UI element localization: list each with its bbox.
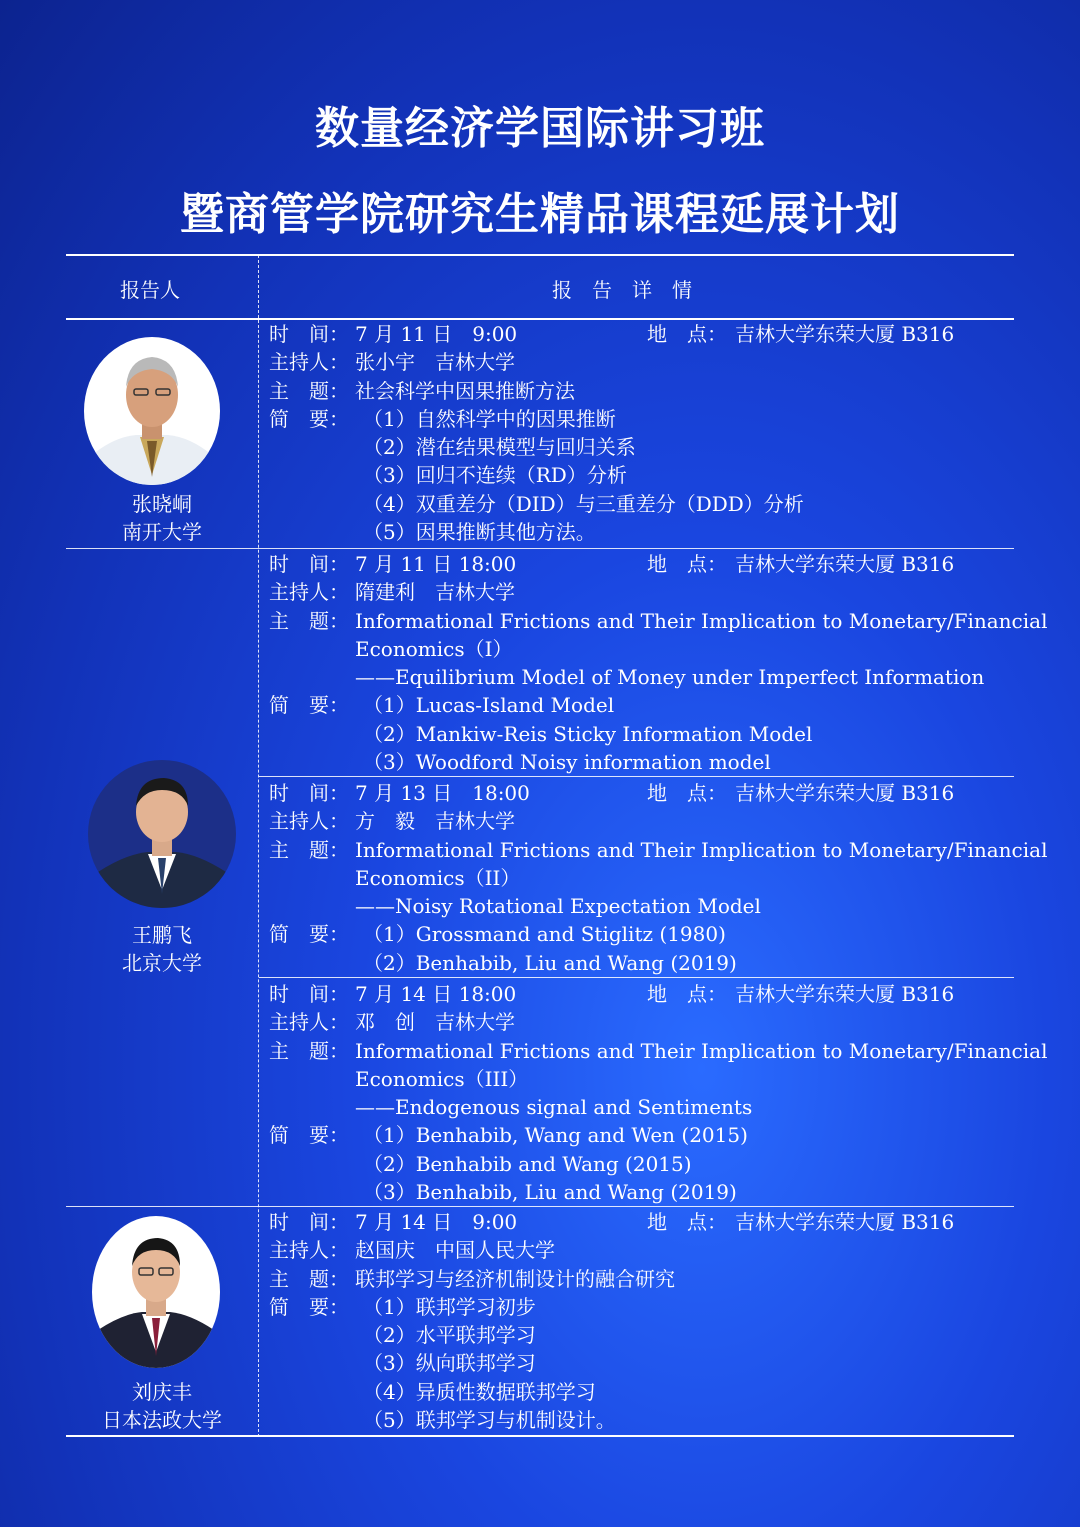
host-value: 赵国庆 中国人民大学 (355, 1238, 555, 1262)
summary-item: （5）联邦学习与机制设计。 (363, 1408, 616, 1432)
summary-item: （5）因果推断其他方法。 (363, 520, 596, 544)
topic-subtitle: ——Equilibrium Model of Money under Imperfect Information (355, 665, 985, 689)
session-divider-3 (259, 977, 1014, 978)
place-value: 吉林大学东荣大厦 B316 (735, 1210, 955, 1234)
time-label: 时 间： (269, 1210, 349, 1234)
host-value: 隋建利 吉林大学 (355, 580, 515, 604)
table-bottom-rule (66, 1435, 1014, 1437)
topic-text: Economics（II） (355, 866, 521, 890)
topic-text: Economics（III） (355, 1067, 529, 1091)
time-value: 7 月 13 日 18:00 (355, 781, 530, 805)
time-label: 时 间： (269, 982, 349, 1006)
place-label: 地 点： (647, 781, 727, 805)
row-divider-1 (66, 548, 1014, 549)
place-label: 地 点： (647, 1210, 727, 1234)
topic-subtitle: ——Endogenous signal and Sentiments (355, 1095, 753, 1119)
time-value: 7 月 14 日 9:00 (355, 1210, 518, 1234)
summary-item: （1）Grossmand and Stiglitz (1980) (363, 922, 726, 946)
speaker-photo-3 (92, 1216, 220, 1368)
speaker-name: 张晓峒 (132, 492, 192, 516)
summary-label: 简 要： (269, 1295, 349, 1319)
table-top-rule (66, 254, 1014, 256)
host-label: 主持人： (269, 1010, 349, 1034)
topic-label: 主 题： (269, 838, 349, 862)
speaker-2 (66, 921, 258, 977)
summary-item: （2）Benhabib, Liu and Wang (2019) (363, 951, 737, 975)
summary-item: （1）联邦学习初步 (363, 1295, 536, 1319)
summary-label: 简 要： (269, 693, 349, 717)
summary-label: 简 要： (269, 407, 349, 431)
place-value: 吉林大学东荣大厦 B316 (735, 552, 955, 576)
place-value: 吉林大学东荣大厦 B316 (735, 982, 955, 1006)
speaker-photo-2 (88, 760, 236, 908)
topic-text: Informational Frictions and Their Implication to Monetary/Financial (355, 609, 1048, 633)
title-line-2: 暨商管学院研究生精品课程延展计划 (180, 189, 900, 240)
topic-text: 社会科学中因果推断方法 (355, 379, 575, 403)
summary-item: （3）回归不连续（RD）分析 (363, 463, 627, 487)
time-value: 7 月 11 日 9:00 (355, 322, 518, 346)
host-value: 张小宇 吉林大学 (355, 350, 515, 374)
host-label: 主持人： (269, 1238, 349, 1262)
summary-item: （2）潜在结果模型与回归关系 (363, 435, 636, 459)
row-divider-2 (66, 1206, 1014, 1207)
host-value: 邓 创 吉林大学 (355, 1010, 515, 1034)
place-label: 地 点： (647, 982, 727, 1006)
summary-item: （4）双重差分（DID）与三重差分（DDD）分析 (363, 492, 804, 516)
time-label: 时 间： (269, 781, 349, 805)
summary-label: 简 要： (269, 1123, 349, 1147)
speaker-1 (66, 490, 258, 546)
summary-item: （4）异质性数据联邦学习 (363, 1380, 596, 1404)
summary-item: （1）Lucas-Island Model (363, 693, 615, 717)
host-label: 主持人： (269, 350, 349, 374)
topic-label: 主 题： (269, 379, 349, 403)
topic-text: Informational Frictions and Their Implication to Monetary/Financial (355, 838, 1048, 862)
summary-item: （3）纵向联邦学习 (363, 1351, 536, 1375)
speaker-name: 刘庆丰 (132, 1380, 192, 1404)
title-line-1: 数量经济学国际讲习班 (315, 103, 765, 154)
summary-item: （1）自然科学中的因果推断 (363, 407, 616, 431)
place-value: 吉林大学东荣大厦 B316 (735, 322, 955, 346)
summary-item: （3）Benhabib, Liu and Wang (2019) (363, 1180, 737, 1204)
header-speaker: 报告人 (120, 278, 180, 302)
topic-subtitle: ——Noisy Rotational Expectation Model (355, 894, 761, 918)
session-divider-2 (259, 776, 1014, 777)
place-value: 吉林大学东荣大厦 B316 (735, 781, 955, 805)
summary-item: （2）Benhabib and Wang (2015) (363, 1152, 692, 1176)
topic-label: 主 题： (269, 1267, 349, 1291)
speaker-3 (66, 1378, 258, 1434)
host-value: 方 毅 吉林大学 (355, 809, 515, 833)
time-label: 时 间： (269, 552, 349, 576)
summary-item: （2）Mankiw-Reis Sticky Information Model (363, 722, 813, 746)
place-label: 地 点： (647, 552, 727, 576)
summary-item: （1）Benhabib, Wang and Wen (2015) (363, 1123, 748, 1147)
summary-item: （2）水平联邦学习 (363, 1323, 536, 1347)
topic-text: 联邦学习与经济机制设计的融合研究 (355, 1267, 675, 1291)
topic-text: Informational Frictions and Their Implication to Monetary/Financial (355, 1039, 1048, 1063)
topic-text: Economics（I） (355, 637, 513, 661)
topic-label: 主 题： (269, 609, 349, 633)
speaker-name: 王鹏飞 (132, 923, 192, 947)
host-label: 主持人： (269, 809, 349, 833)
speaker-affiliation: 日本法政大学 (102, 1408, 222, 1432)
host-label: 主持人： (269, 580, 349, 604)
time-label: 时 间： (269, 322, 349, 346)
place-label: 地 点： (647, 322, 727, 346)
column-divider (258, 255, 259, 1437)
time-value: 7 月 11 日 18:00 (355, 552, 517, 576)
time-value: 7 月 14 日 18:00 (355, 982, 517, 1006)
topic-label: 主 题： (269, 1039, 349, 1063)
speaker-affiliation: 南开大学 (122, 520, 202, 544)
summary-item: （3）Woodford Noisy information model (363, 750, 771, 774)
speaker-affiliation: 北京大学 (122, 951, 202, 975)
header-details: 报 告 详 情 (552, 278, 692, 302)
summary-label: 简 要： (269, 922, 349, 946)
speaker-photo-1 (84, 337, 220, 485)
